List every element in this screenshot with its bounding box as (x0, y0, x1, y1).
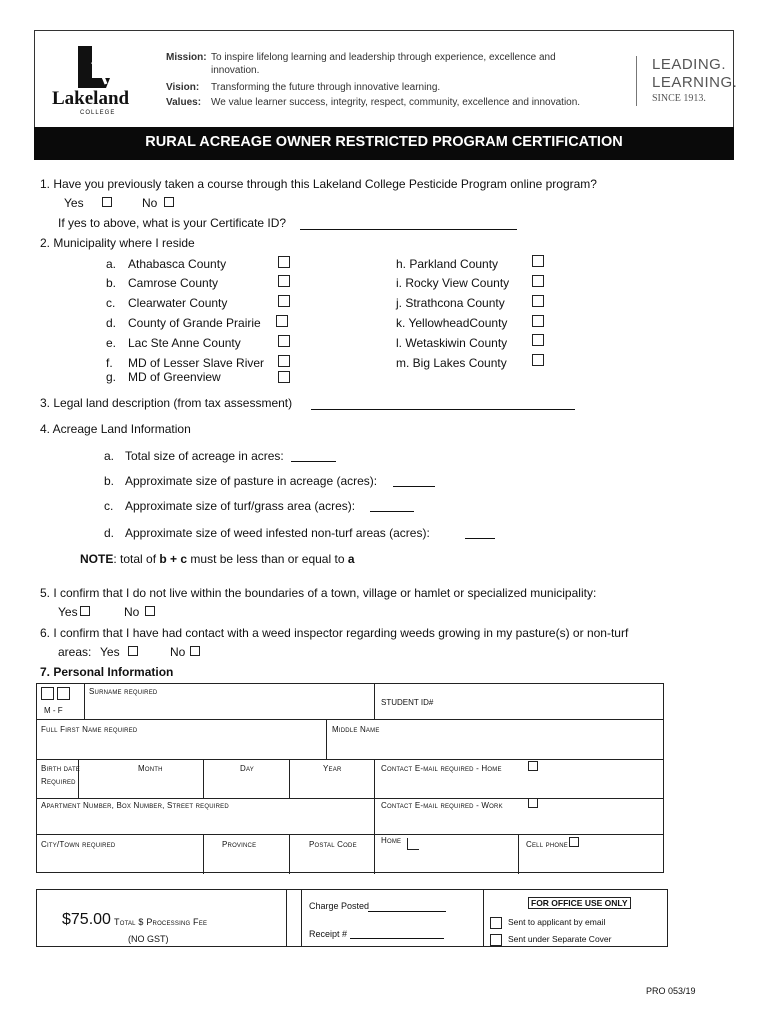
municipality-letter: f. (106, 356, 113, 370)
sent-separate-checkbox[interactable] (490, 934, 502, 946)
sent-email-checkbox[interactable] (490, 917, 502, 929)
q1-text: 1. Have you previously taken a course through this Lakeland College Pesticide Program online program? (40, 177, 597, 191)
fee-amount: $75.00 (62, 911, 111, 928)
mission-text-2: innovation. (211, 65, 260, 76)
home-phone-label: Home (381, 836, 402, 845)
q5-yes-label: Yes (58, 605, 78, 619)
municipality-label: Athabasca County (128, 257, 227, 271)
receipt-label: Receipt # (309, 929, 348, 939)
fee-box-rule (301, 889, 302, 947)
note-text-1: : total of (113, 552, 160, 566)
charge-posted-field[interactable] (368, 911, 446, 912)
municipality-checkbox[interactable] (532, 334, 544, 346)
female-checkbox[interactable] (57, 687, 70, 700)
table-rule (374, 759, 375, 874)
note-bold-2: a (347, 552, 355, 566)
form-code: PRO 053/19 (646, 986, 696, 996)
tagline-since: SINCE 1913. (652, 93, 706, 104)
table-rule (203, 759, 204, 798)
municipality-label: Clearwater County (128, 296, 228, 310)
municipality-checkbox[interactable] (278, 335, 290, 347)
birth-month-field[interactable]: Month (138, 764, 163, 773)
q4-letter: c. (104, 499, 114, 513)
municipality-letter: b. (106, 276, 117, 290)
college-logo (48, 44, 138, 120)
q1-yes-checkbox[interactable] (102, 197, 112, 207)
q4-letter: b. (104, 474, 115, 488)
table-rule (36, 834, 664, 835)
municipality-label: i. Rocky View County (396, 276, 510, 290)
municipality-label: k. YellowheadCounty (396, 316, 508, 330)
receipt-field[interactable] (350, 938, 444, 939)
q5-no-checkbox[interactable] (145, 606, 155, 616)
home-phone-checkbox[interactable] (407, 838, 419, 850)
municipality-letter: d. (106, 316, 117, 330)
table-rule (36, 759, 664, 760)
q2-text: 2. Municipality where I reside (40, 236, 195, 250)
note-bold-1: b + c (159, 552, 188, 566)
note-label: NOTE (80, 552, 114, 566)
municipality-label: MD of Lesser Slave River (128, 356, 265, 370)
q6-yes-label: Yes (100, 645, 120, 659)
cell-phone-label: Cell phone (526, 840, 569, 849)
table-rule (84, 683, 85, 719)
fee-box-rule (483, 889, 484, 947)
charge-posted-label: Charge Posted (309, 901, 370, 911)
table-rule (326, 719, 327, 759)
municipality-checkbox[interactable] (276, 315, 288, 327)
municipality-label: Camrose County (128, 276, 219, 290)
vision-label: Vision: (166, 82, 200, 93)
municipality-checkbox[interactable] (278, 256, 290, 268)
q4-letter: a. (104, 449, 115, 463)
municipality-checkbox[interactable] (532, 255, 544, 267)
birth-date-label: Birth date (41, 764, 81, 773)
turf-size-field[interactable] (370, 511, 414, 512)
q4-label: Approximate size of pasture in acreage (acres): (125, 474, 378, 488)
tagline-divider (636, 56, 637, 106)
cell-phone-checkbox[interactable] (569, 837, 579, 847)
municipality-label: County of Grande Prairie (128, 316, 261, 330)
q6-no-label: No (170, 645, 186, 659)
table-rule (289, 759, 290, 798)
province-field[interactable]: Province (222, 840, 257, 849)
municipality-label: Lac Ste Anne County (128, 336, 241, 350)
certificate-id-field[interactable] (300, 229, 517, 230)
municipality-label: j. Strathcona County (396, 296, 505, 310)
sent-separate-label: Sent under Separate Cover (508, 934, 612, 944)
municipality-label: h. Parkland County (396, 257, 499, 271)
table-rule (203, 834, 204, 874)
municipality-letter: g. (106, 370, 117, 384)
q4-text: 4. Acreage Land Information (40, 422, 191, 436)
table-rule (374, 683, 375, 719)
total-acreage-field[interactable] (291, 461, 336, 462)
municipality-letter: c. (106, 296, 116, 310)
municipality-label: l. Wetaskiwin County (396, 336, 508, 350)
birth-date-required: Required (41, 777, 76, 786)
q6-yes-checkbox[interactable] (128, 646, 138, 656)
table-rule (36, 719, 664, 720)
q6-no-checkbox[interactable] (190, 646, 200, 656)
email-work-checkbox[interactable] (528, 798, 538, 808)
q5-no-label: No (124, 605, 140, 619)
mf-label: M - F (44, 706, 63, 715)
office-use-label: FOR OFFICE USE ONLY (528, 897, 631, 909)
surname-field[interactable]: Surname required (89, 687, 158, 696)
tagline-learning: LEARNING. (652, 74, 738, 91)
email-work-label: Contact E-mail required - Work (381, 801, 503, 810)
address-field[interactable]: Apartment Number, Box Number, Street required (41, 801, 229, 810)
male-checkbox[interactable] (41, 687, 54, 700)
email-home-label: Contact E-mail required - Home (381, 764, 502, 773)
q4-label: Approximate size of weed infested non-turf areas (acres): (125, 526, 430, 540)
q5-yes-checkbox[interactable] (80, 606, 90, 616)
q6-areas: areas: (58, 645, 92, 659)
student-id-field[interactable]: STUDENT ID# (381, 698, 434, 707)
table-rule (289, 834, 290, 874)
email-home-checkbox[interactable] (528, 761, 538, 771)
municipality-checkbox[interactable] (278, 275, 290, 287)
middle-name-field[interactable]: Middle Name (332, 725, 380, 734)
mission-label: Mission: (166, 52, 207, 63)
municipality-label: MD of Greenview (128, 370, 221, 384)
pasture-size-field[interactable] (393, 486, 435, 487)
logo-name: Lakeland (52, 88, 130, 109)
q1-no-label: No (142, 196, 158, 210)
q1-followup: If yes to above, what is your Certificate ID? (58, 216, 287, 230)
city-field[interactable]: City/Town required (41, 840, 116, 849)
q5-text: 5. I confirm that I do not live within the boundaries of a town, village or hamlet or specialized municipality: (40, 586, 597, 600)
municipality-letter: e. (106, 336, 117, 350)
q7-text: 7. Personal Information (40, 665, 174, 679)
q4-label: Total size of acreage in acres: (125, 449, 284, 463)
lakeland-l-icon (48, 44, 138, 92)
municipality-checkbox[interactable] (532, 354, 544, 366)
weed-area-field[interactable] (465, 538, 495, 539)
sent-email-label: Sent to applicant by email (508, 917, 606, 927)
values-text: We value learner success, integrity, respect, community, excellence and innovation. (211, 97, 581, 108)
values-label: Values: (166, 97, 202, 108)
logo-sub: COLLEGE (80, 110, 116, 116)
municipality-checkbox[interactable] (278, 371, 290, 383)
municipality-checkbox[interactable] (532, 315, 544, 327)
fee-label: Total $ Processing Fee (114, 917, 208, 927)
form-title: RURAL ACREAGE OWNER RESTRICTED PROGRAM CERTIFICATION (145, 134, 623, 150)
q4-note (80, 552, 355, 566)
municipality-checkbox[interactable] (532, 295, 544, 307)
q4-label: Approximate size of turf/grass area (acres): (125, 499, 356, 513)
postal-code-field[interactable]: Postal Code (309, 840, 357, 849)
mission-text-1: To inspire lifelong learning and leadership through experience, excellence and (211, 52, 556, 63)
tagline-leading: LEADING. (652, 56, 727, 73)
note-text-2: must be less than or equal to (187, 552, 348, 566)
municipality-letter: a. (106, 257, 117, 271)
first-name-field[interactable]: Full First Name required (41, 725, 138, 734)
municipality-checkbox[interactable] (278, 295, 290, 307)
table-rule (36, 798, 664, 799)
q6-text: 6. I confirm that I have had contact with a weed inspector regarding weeds growing in my pasture(s) or non-turf (40, 626, 629, 640)
birth-year-field[interactable]: Year (323, 764, 342, 773)
municipality-checkbox[interactable] (532, 275, 544, 287)
fee-box-rule (286, 889, 287, 947)
q3-text: 3. Legal land description (from tax assessment) (40, 396, 293, 410)
municipality-checkbox[interactable] (278, 355, 290, 367)
vision-text: Transforming the future through innovative learning. (211, 82, 441, 93)
q1-no-checkbox[interactable] (164, 197, 174, 207)
fee-gst: (NO GST) (128, 934, 169, 944)
table-rule (518, 834, 519, 874)
legal-land-field[interactable] (311, 409, 575, 410)
municipality-label: m. Big Lakes County (396, 356, 507, 370)
q1-yes-label: Yes (64, 196, 84, 210)
q4-letter: d. (104, 526, 115, 540)
birth-day-field[interactable]: Day (240, 764, 254, 773)
